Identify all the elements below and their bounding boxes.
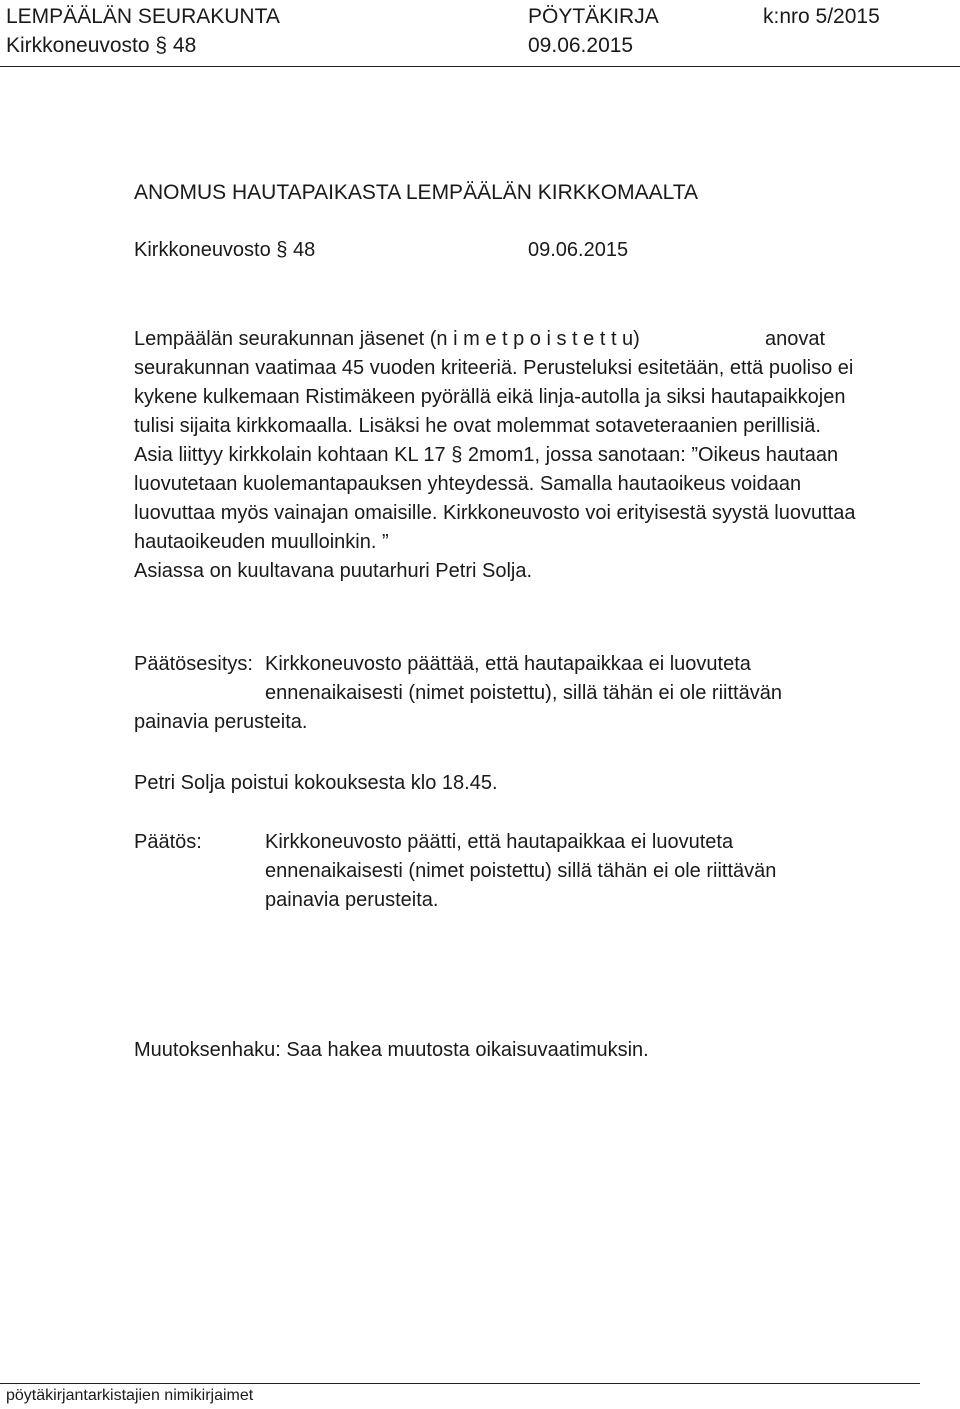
intro-line: Asiassa on kuultavana puutarhuri Petri Solja. [134,560,533,582]
header-body: Kirkkoneuvosto § 48 [6,34,197,57]
header-doc-number: k:nro 5/2015 [763,5,880,28]
footer-signature-label: pöytäkirjantarkistajien nimikirjaimet [6,1387,254,1404]
meeting-date: 09.06.2015 [528,239,629,261]
intro-line: luovuttaa myös vainajan omaisille. Kirkkoneuvosto voi erityisestä syystä luovuttaa [134,502,856,524]
proposal-label: Päätösesitys: [134,653,253,675]
intro-line-1-start: Lempäälän seurakunnan jäsenet (n i m e t p o i s t e t t u) [134,328,640,350]
appeal-text: Muutoksenhaku: Saa hakea muutosta oikaisuvaatimuksin. [134,1039,649,1061]
intro-line: kykene kulkemaan Ristimäkeen pyörällä eikä linja-autolla ja siksi hautapaikkojen [134,386,846,408]
decision-label: Päätös: [134,831,202,853]
intro-line: seurakunnan vaatimaa 45 vuoden kriteeriä. Perusteluksi esitetään, että puoliso ei [134,357,854,379]
header-date: 09.06.2015 [528,34,634,57]
proposal-line-1: Kirkkoneuvosto päättää, että hautapaikkaa ei luovuteta [265,653,751,675]
footer-divider [0,1383,920,1384]
document-title: ANOMUS HAUTAPAIKASTA LEMPÄÄLÄN KIRKKOMAALTA [134,181,699,204]
decision-line-2: ennenaikaisesti (nimet poistettu) sillä tähän ei ole riittävän [265,860,777,882]
meeting-body: Kirkkoneuvosto § 48 [134,239,316,261]
intro-line-1-end: anovat [765,328,826,350]
header-org: LEMPÄÄLÄN SEURAKUNTA [6,5,280,28]
proposal-line-3: painavia perusteita. [134,711,308,733]
header-divider [0,66,960,67]
intro-line: Asia liittyy kirkkolain kohtaan KL 17 § 2mom1, jossa sanotaan: ”Oikeus hautaan [134,444,839,466]
intro-line: hautaoikeuden muulloinkin. ” [134,531,389,553]
header-doc-type: PÖYTÄKIRJA [528,5,659,28]
departure-note: Petri Solja poistui kokouksesta klo 18.45. [134,772,498,794]
intro-line: luovutetaan kuolemantapauksen yhteydessä. Samalla hautaoikeus voidaan [134,473,802,495]
decision-line-1: Kirkkoneuvosto päätti, että hautapaikkaa ei luovuteta [265,831,734,853]
decision-line-3: painavia perusteita. [265,889,439,911]
proposal-line-2: ennenaikaisesti (nimet poistettu), sillä tähän ei ole riittävän [265,682,782,704]
intro-line: tulisi sijaita kirkkomaalla. Lisäksi he ovat molemmat sotaveteraanien perillisiä. [134,415,821,437]
